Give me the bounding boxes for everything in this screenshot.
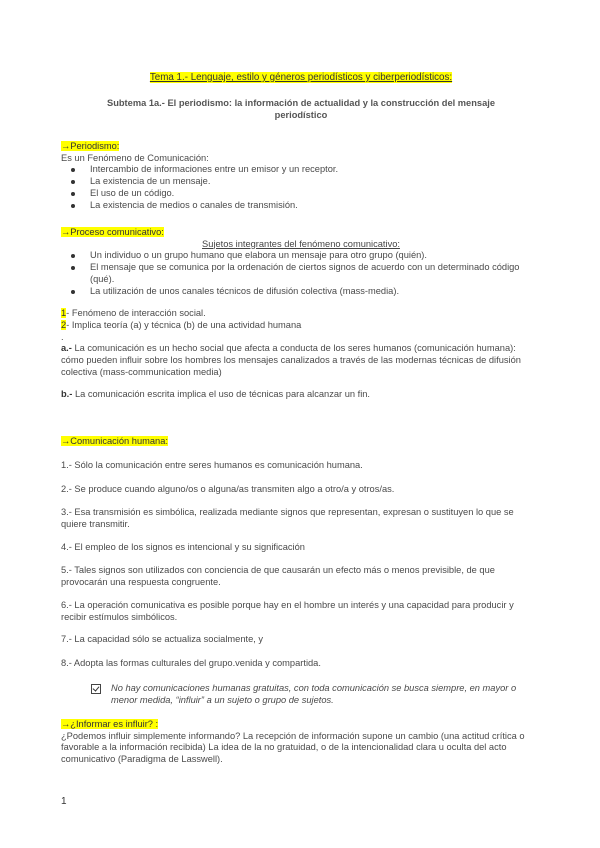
checkbox-checked-icon (91, 684, 101, 694)
dot: . (61, 331, 64, 342)
section-humana-heading: →Comunicación humana: (61, 436, 168, 446)
list-item: 2.- Se produce cuando alguno/os o alguna/as transmiten algo a otro/a y otros/as. (61, 484, 395, 494)
section-informar (61, 719, 541, 766)
list-item: 4.- El empleo de los signos es intencional y su significación (61, 542, 305, 552)
list-item: El mensaje que se comunica por la ordenación de ciertos signos de acuerdo con un determinado código (qué). (61, 262, 541, 285)
point-a: a.- La comunicación es un hecho social que afecta a conducta de los seres humanos (comunicación humana): cómo pueden influir sobre los hombres los mensajes canalizados a través de las modernas técnicas de difusión colectiva (mass-communication media) (61, 343, 521, 377)
subheading: Sujetos integrantes del fenómeno comunicativo: (202, 238, 400, 249)
point-b: b.- La comunicación escrita implica el uso de técnicas para alcanzar un fin. (61, 389, 371, 400)
list-item: 5.- Tales signos son utilizados con conciencia de que causarán un efecto más o menos previsible, de que provocarán una respuesta congruente. (61, 565, 495, 587)
list-item: El uso de un código. (61, 188, 541, 200)
paragraph: ¿Podemos influir simplemente informando? La recepción de información supone un cambio (una actitud crítica o favorable a la información recibida) La idea de la no gratuidad, o de la intencionalidad clara u oculta del acto comunicativo (Paradigma de Lasswell). (61, 730, 525, 765)
list-item: Intercambio de informaciones entre un emisor y un receptor. (61, 164, 541, 176)
intro-text: Es un Fenómeno de Comunicación: (61, 152, 209, 163)
numbered-point-1: 1- Fenómeno de interacción social. (61, 308, 206, 319)
numbered-point-2: 2- Implica teoría (a) y técnica (b) de una actividad humana (61, 319, 302, 330)
list-item: 1.- Sólo la comunicación entre seres humanos es comunicación humana. (61, 460, 363, 470)
document-title: Tema 1.- Lenguaje, estilo y géneros periodísticos y ciberperiodísticos: (149, 72, 453, 83)
list-item: La existencia de un mensaje. (61, 176, 541, 188)
list-item: La utilización de unos canales técnicos de difusión colectiva (mass-media). (61, 286, 541, 298)
subtitle: Subtema 1a.- El periodismo: la información de actualidad y la construcción del mensaje periodístico (107, 98, 495, 120)
section-proceso (61, 227, 541, 401)
list-item: 6.- La operación comunicativa es posible porque hay en el hombre un interés y una capacidad para producir y recibir estímulos simbólicos. (61, 600, 514, 622)
section-heading: →¿Informar es influir? : (61, 719, 159, 729)
section-periodismo (61, 141, 541, 211)
page-number: 1 (61, 796, 67, 807)
section-heading: →Periodismo: (61, 141, 120, 151)
checked-note: No hay comunicaciones humanas gratuitas, con toda comunicación se busca siempre, en mayor o menor medida, “influir” a un sujeto o grupo de sujetos. (91, 683, 531, 706)
list-item: Un individuo o un grupo humano que elabora un mensaje para otro grupo (quién). (61, 250, 541, 262)
section-heading: →Proceso comunicativo: (61, 227, 164, 237)
list-item: 7.- La capacidad sólo se actualiza socialmente, y (61, 634, 264, 644)
list-item: 3.- Esa transmisión es simbólica, realizada mediante signos que representan, expresan o sustituyen lo que se quiere transmitir. (61, 507, 514, 529)
list-item: 8.- Adopta las formas culturales del grupo.venida y compartida. (61, 658, 321, 668)
list-item: La existencia de medios o canales de transmisión. (61, 200, 541, 212)
